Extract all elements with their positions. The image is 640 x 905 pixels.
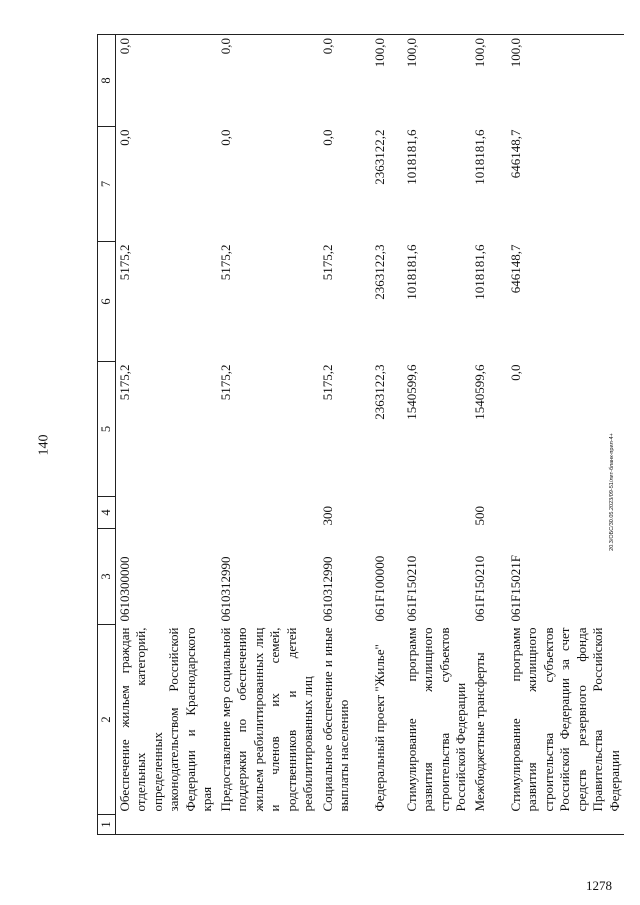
header-col-4: 4 — [98, 497, 116, 529]
row-code: 0610312990 — [319, 556, 335, 622]
row-value-5: 0,0 — [507, 364, 523, 381]
row-name: Межбюджетные трансферты — [471, 652, 487, 812]
row-value-7: 1018181,6 — [471, 129, 487, 185]
row-code: 0610300000 — [116, 556, 132, 622]
header-col-1: 1 — [98, 815, 116, 835]
row-value-7: 646148,7 — [507, 129, 523, 179]
row-expense-type — [217, 497, 319, 529]
row-value-6: 1018181,6 — [403, 244, 419, 300]
row-code: 061F150210 — [471, 555, 487, 622]
header-col-5: 5 — [98, 362, 116, 497]
row-value-7: 0,0 — [217, 129, 233, 146]
row-index-cell — [403, 815, 471, 835]
table-row — [507, 35, 625, 835]
row-value-8: 100,0 — [507, 35, 625, 127]
row-index-cell — [507, 815, 625, 835]
row-code: 061F15021F — [507, 555, 523, 622]
row-name: Федеральный проект "Жилье" — [371, 644, 387, 812]
row-index-cell — [371, 815, 403, 835]
table-row — [371, 35, 403, 835]
row-expense-type: 500 — [471, 506, 487, 526]
row-index-cell — [217, 815, 319, 835]
row-name: Обеспечение жильем граждан отдельных категорий, определенных законодательством Российской Федерации и Краснодарского края — [116, 627, 214, 812]
header-col-8: 8 — [98, 35, 116, 127]
header-col-7: 7 — [98, 127, 116, 242]
row-expense-type: 300 — [319, 506, 335, 526]
row-value-8: 0,0 — [319, 35, 371, 127]
row-value-8: 100,0 — [403, 35, 471, 127]
row-value-5: 2363122,3 — [371, 364, 387, 420]
row-value-6: 5175,2 — [116, 244, 132, 281]
row-expense-type — [371, 497, 403, 529]
table-row — [115, 35, 217, 835]
header-row — [98, 35, 116, 835]
row-value-5: 1540599,6 — [403, 364, 419, 420]
row-code: 061F100000 — [371, 555, 387, 622]
row-value-6: 646148,7 — [507, 244, 523, 294]
header-col-6: 6 — [98, 242, 116, 362]
row-value-8: 0,0 — [115, 35, 217, 127]
page-number: 140 — [36, 434, 51, 456]
row-code: 0610312990 — [217, 556, 233, 622]
row-value-6: 1018181,6 — [471, 244, 487, 300]
budget-table-grid — [97, 34, 624, 835]
row-value-5: 5175,2 — [116, 364, 132, 401]
sheet-number: 1278 — [586, 878, 612, 893]
row-name: Стимулирование программ развития жилищного строительства субъектов Российской Федерации за счет средств резервного фонда Правительства Российской Федерации — [507, 627, 622, 812]
row-value-5: 1540599,6 — [471, 364, 487, 420]
row-name: Стимулирование программ развития жилищного строительства субъектов Российской Федерации — [403, 627, 468, 812]
row-value-8: 100,0 — [371, 35, 403, 127]
table-row — [319, 35, 371, 835]
row-index-cell — [115, 815, 217, 835]
row-name: Предоставление мер социальной поддержки по обеспечению жильем реабилитированных лиц и членов их семей, родственников и детей реабилитированных лиц — [217, 627, 315, 812]
row-index-cell — [319, 815, 371, 835]
row-value-6: 5175,2 — [217, 244, 233, 281]
row-value-7: 0,0 — [319, 129, 335, 146]
table-row — [403, 35, 471, 835]
header-col-2: 2 — [98, 625, 116, 815]
header-col-3: 3 — [98, 529, 116, 625]
row-value-6: 5175,2 — [319, 244, 335, 281]
row-code: 061F150210 — [403, 555, 419, 622]
row-value-7: 1018181,6 — [403, 129, 419, 185]
row-expense-type — [403, 497, 471, 529]
row-name: Социальное обеспечение и иные выплаты населению — [319, 627, 351, 812]
row-value-5: 5175,2 — [319, 364, 335, 401]
row-index-cell — [471, 815, 507, 835]
row-value-7: 0,0 — [116, 129, 132, 146]
footer-reference: 20.3/ОБС/30.05.2023/09-51/лит-бланк-прил-4+ — [609, 433, 615, 551]
row-value-8: 0,0 — [217, 35, 319, 127]
row-value-5: 5175,2 — [217, 364, 233, 401]
row-expense-type — [115, 497, 217, 529]
row-expense-type — [507, 497, 625, 529]
table-row — [217, 35, 319, 835]
table-row — [471, 35, 507, 835]
row-value-6: 2363122,3 — [371, 244, 387, 300]
row-value-7: 2363122,2 — [371, 129, 387, 185]
row-value-8: 100,0 — [471, 35, 507, 127]
